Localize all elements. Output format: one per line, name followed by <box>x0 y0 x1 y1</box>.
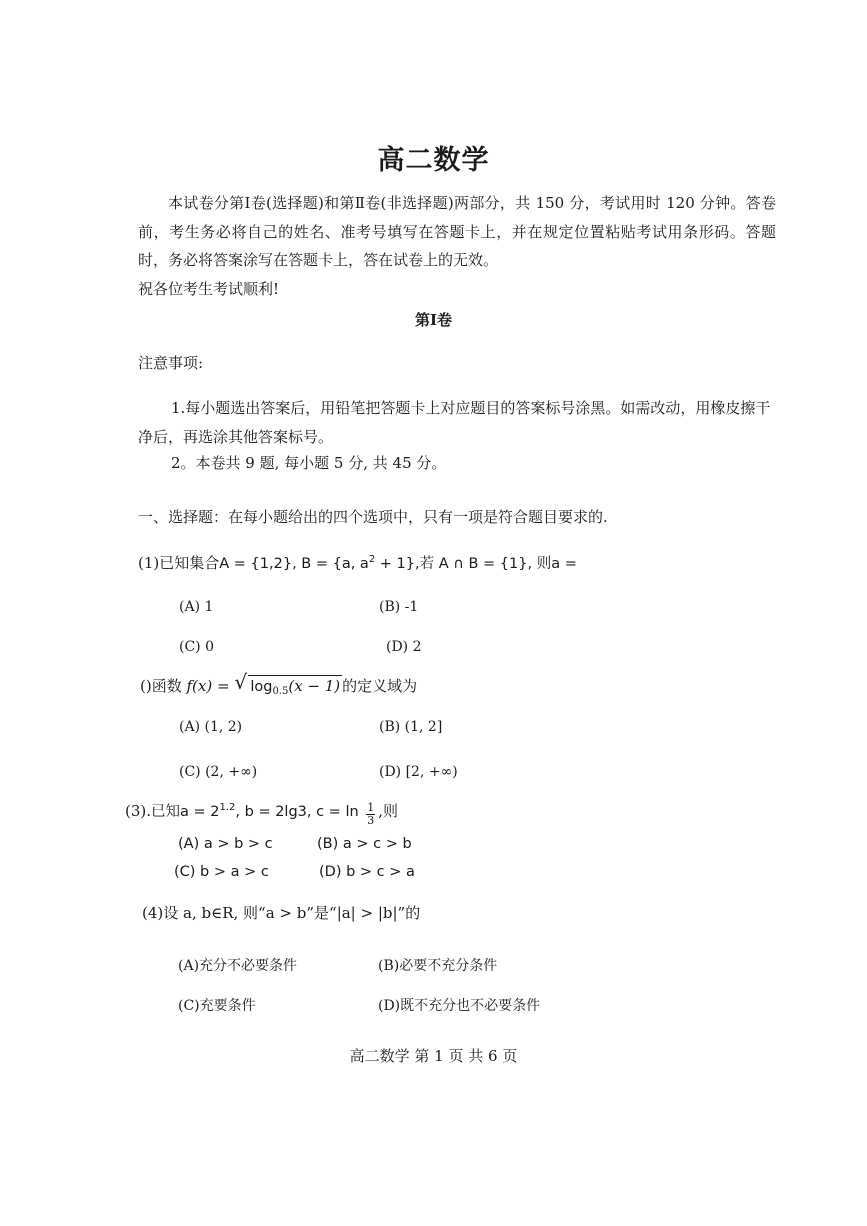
square-root <box>234 670 342 697</box>
question-4 <box>142 902 420 923</box>
question-1-set-b-tail: + 1}, <box>375 556 420 572</box>
question-3-mid: , b = 2lg3, c = ln <box>235 804 364 820</box>
volume-title: 第Ⅰ卷 <box>414 311 453 329</box>
intro-paragraph: 本试卷分第Ⅰ卷(选择题)和第Ⅱ卷(非选择题)两部分，共 150 分，考试用时 120 分钟。答卷前，考生务必将自己的姓名、准考号填写在答题卡上，并在规定位置粘贴考试用条形码。答题时，务必将答案涂写在答题卡上，答在试卷上的无效。 <box>138 194 776 269</box>
question-1-condition: 若 A ∩ B = {1}, <box>419 556 533 572</box>
question-1-stem-prefix: 已知集合 <box>159 554 220 572</box>
question-4-option-a[interactable]: (A)充分不必要条件 <box>178 958 298 974</box>
question-1-option-d[interactable]: (D) 2 <box>386 639 422 655</box>
question-4-stem: 设 a, b∈R, 则“a > b”是“|a| > |b|”的 <box>163 904 421 922</box>
question-1-option-b[interactable]: (B) -1 <box>379 599 419 615</box>
question-1 <box>138 552 577 573</box>
question-1-number: (1) <box>138 554 160 572</box>
question-1-option-a[interactable]: (A) 1 <box>179 599 214 615</box>
notes-item-1: 1.每小题选出答案后，用铅笔把答题卡上对应题目的答案标号涂黑。如需改动，用橡皮擦干净后，再选涂其他答案标号。 <box>138 399 771 446</box>
question-4-option-b[interactable]: (B)必要不充分条件 <box>378 958 498 974</box>
question-1-ask: 则a = <box>532 556 577 572</box>
question-2-function: f(x) = <box>186 677 235 695</box>
question-3-stem-prefix: 已知a = 2 <box>151 804 220 820</box>
question-2-stem-prefix: 函数 <box>151 677 187 695</box>
question-2-option-a[interactable]: (A) (1, 2) <box>179 719 243 735</box>
question-1-set-a: A = {1,2}, B = {a, a <box>219 556 369 572</box>
question-3-stem-suffix: ,则 <box>378 802 399 820</box>
question-2-number: () <box>140 677 152 695</box>
question-2-option-c[interactable]: (C) (2, +∞) <box>179 764 258 780</box>
question-3-option-b[interactable]: (B) a > c > b <box>317 836 412 852</box>
question-3-number: (3). <box>125 802 152 820</box>
question-3-option-d[interactable]: (D) b > c > a <box>319 864 415 880</box>
question-4-number: (4) <box>142 904 164 922</box>
notes-item-2: 2。本卷共 9 题, 每小题 5 分, 共 45 分。 <box>171 454 447 472</box>
question-3 <box>125 800 398 827</box>
fraction-denominator: 3 <box>367 814 375 827</box>
page-title: 高二数学 <box>377 145 490 176</box>
question-2-option-d[interactable]: (D) [2, +∞) <box>379 764 458 780</box>
question-4-option-c[interactable]: (C)充要条件 <box>178 998 256 1014</box>
intro-greeting: 祝各位考生考试顺利! <box>138 279 280 298</box>
radical-sign-icon: √ <box>234 670 248 694</box>
question-3-option-a[interactable]: (A) a > b > c <box>178 836 273 852</box>
question-3-exponent: 1.2 <box>219 802 236 813</box>
intro-block <box>138 189 776 303</box>
fraction <box>366 802 375 827</box>
question-2-log-arg: (x − 1) <box>288 677 341 695</box>
question-2-log: log <box>250 679 273 695</box>
question-2-log-base: 0.5 <box>272 686 289 697</box>
question-2-option-b[interactable]: (B) (1, 2] <box>379 719 443 735</box>
question-2-stem-suffix: 的定义域为 <box>342 677 418 695</box>
section-heading: 一、选择题：在每小题给出的四个选项中，只有一项是符合题目要求的. <box>138 508 608 526</box>
question-3-option-c[interactable]: (C) b > a > c <box>174 864 269 880</box>
question-1-option-c[interactable]: (C) 0 <box>179 639 214 655</box>
question-1-exponent: 2 <box>368 554 376 565</box>
notes-heading: 注意事项: <box>138 354 204 372</box>
question-4-option-d[interactable]: (D)既不充分也不必要条件 <box>378 998 541 1014</box>
question-2 <box>140 670 418 697</box>
page-footer: 高二数学 第 1 页 共 6 页 <box>349 1047 518 1065</box>
fraction-numerator: 1 <box>367 801 375 814</box>
